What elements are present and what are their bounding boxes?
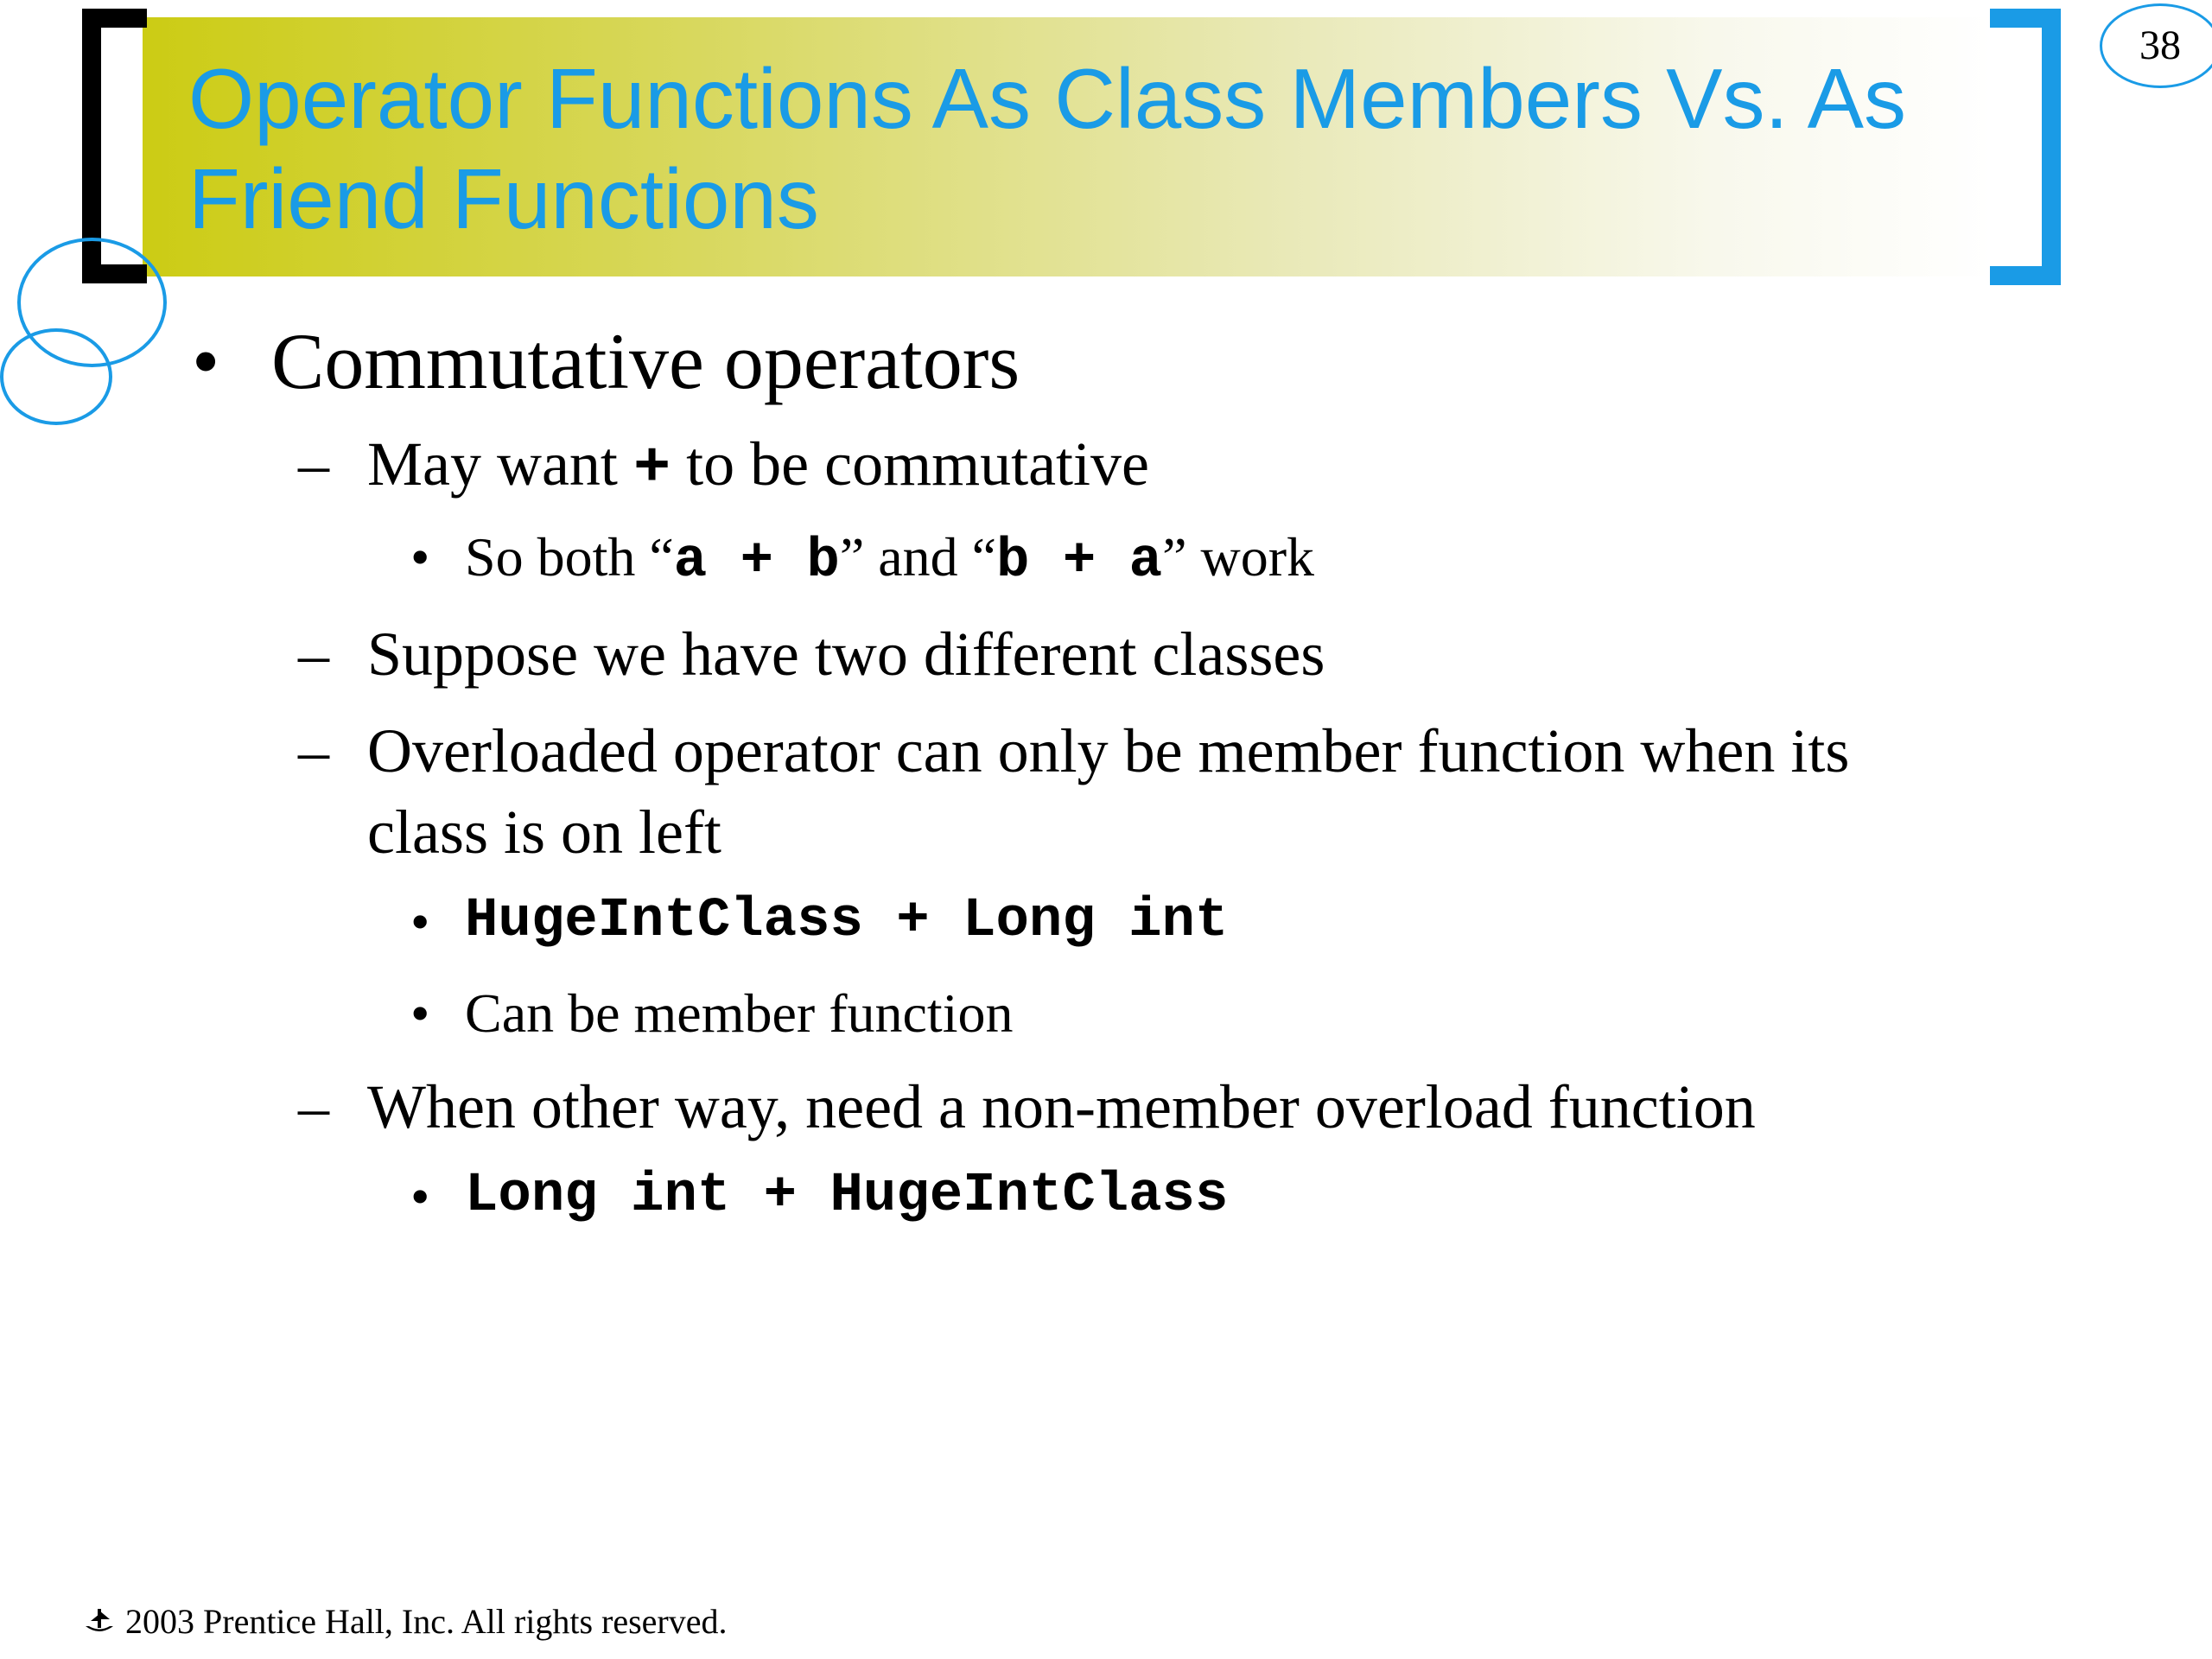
code-text: HugeIntClass + Long int [465, 890, 1229, 952]
bullet-text: Can be member function [465, 982, 1014, 1044]
publisher-logo-icon [82, 1607, 117, 1637]
bullet-text: Overloaded operator can only be member function when its [367, 716, 1850, 785]
bullet-marker: • [192, 317, 220, 405]
text-segment: to be commutative [671, 429, 1150, 499]
bullet-text: When other way, need a non-member overload function [367, 1072, 1756, 1141]
text-segment: ” and “ [839, 526, 997, 588]
page-number: 38 [2100, 3, 2212, 88]
footer [82, 1601, 727, 1642]
bullet-marker: • [410, 891, 430, 952]
text-segment: May want [367, 429, 633, 499]
dash-marker: – [298, 1072, 329, 1141]
code-segment: a + b [673, 531, 840, 593]
bullet-marker: • [410, 526, 430, 588]
dash-marker: – [298, 620, 329, 689]
text-segment: ” work [1162, 526, 1314, 588]
copyright-text: 2003 Prentice Hall, Inc. All rights reserved. [125, 1602, 728, 1641]
slide-title: Operator Functions As Class Members Vs. As Friend Functions [188, 51, 1906, 246]
bullet-text: Commutative operators [271, 317, 1020, 405]
bullet-marker: • [410, 1166, 430, 1227]
bullet-text [367, 429, 1149, 504]
code-segment: + [632, 433, 671, 504]
bullet-text [465, 525, 1314, 593]
bullet-marker: • [410, 982, 430, 1044]
bullet-text: Suppose we have two different classes [367, 620, 1325, 689]
text-segment: So both “ [465, 526, 674, 588]
bullet-text-continued: class is on left [367, 798, 721, 867]
code-text: Long int + HugeIntClass [465, 1165, 1229, 1227]
dash-marker: – [298, 429, 329, 499]
code-segment: b + a [996, 531, 1163, 593]
dash-marker: – [298, 716, 329, 785]
